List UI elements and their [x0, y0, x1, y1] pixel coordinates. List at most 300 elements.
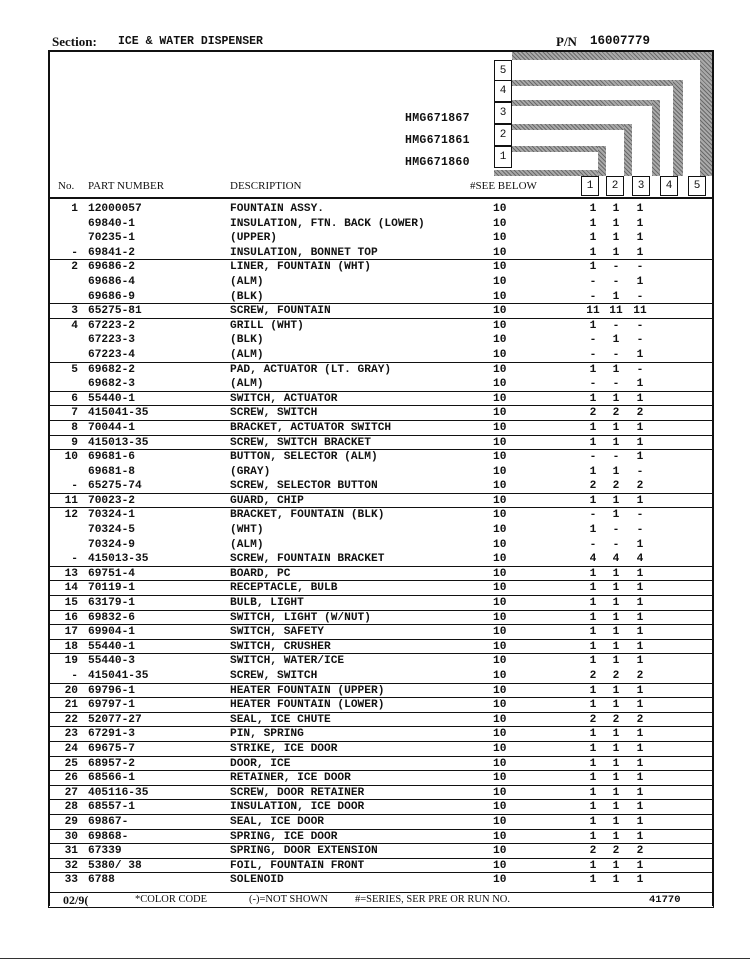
part-number: 70119-1: [88, 582, 135, 595]
qty-model-3: 1: [636, 757, 644, 770]
qty-model-3: 1: [636, 232, 644, 245]
qty-model-1: 1: [589, 261, 597, 274]
part-number: 12000057: [88, 203, 142, 215]
qty-model-1: 1: [589, 859, 597, 872]
qty-model-1: 1: [589, 232, 597, 245]
qty-model-3: 1: [636, 494, 644, 507]
see-below-code: 10: [493, 348, 507, 361]
see-below-code: 10: [493, 684, 507, 697]
item-number: -: [71, 246, 78, 259]
qty-model-2: 2: [612, 670, 620, 682]
see-below-code: 10: [493, 465, 507, 478]
section-value: ICE & WATER DISPENSER: [118, 35, 263, 48]
qty-model-2: 1: [612, 290, 620, 303]
col-header-model-3: 3: [632, 176, 650, 196]
see-below-code: 10: [493, 815, 507, 828]
shade-band-3: [512, 100, 660, 106]
part-number: 69868-: [88, 830, 129, 843]
qty-model-2: 1: [612, 684, 620, 697]
qty-model-2: 1: [612, 830, 620, 843]
item-number: 2: [71, 261, 78, 274]
part-description: (ALM): [230, 275, 264, 288]
part-number: 69796-1: [88, 684, 135, 697]
qty-model-1: 2: [589, 845, 597, 858]
table-row: [48, 815, 712, 830]
see-below-code: 10: [493, 378, 507, 391]
qty-model-2: 1: [612, 626, 620, 639]
item-number: 8: [71, 421, 78, 434]
part-description: (ALM): [230, 348, 264, 361]
qty-model-3: 1: [636, 874, 644, 887]
table-row: [48, 713, 712, 728]
qty-model-1: 1: [589, 246, 597, 259]
part-description: SCREW, FOUNTAIN: [230, 305, 331, 318]
table-row: [48, 552, 712, 567]
table-row: [48, 625, 712, 640]
part-description: SWITCH, CRUSHER: [230, 640, 331, 653]
qty-model-3: 2: [636, 713, 644, 726]
qty-model-3: -: [636, 524, 644, 537]
qty-model-1: 1: [589, 421, 597, 434]
table-row: [48, 800, 712, 815]
part-description: (ALM): [230, 378, 264, 391]
part-description: BUTTON, SELECTOR (ALM): [230, 451, 378, 464]
part-number: 68566-1: [88, 772, 135, 785]
qty-model-2: 1: [612, 815, 620, 828]
qty-model-2: -: [612, 275, 620, 288]
qty-model-2: 1: [612, 786, 620, 799]
table-row: [48, 290, 712, 305]
qty-model-3: -: [636, 319, 644, 332]
qty-model-2: -: [612, 451, 620, 464]
item-number: 20: [64, 684, 78, 697]
table-row: [48, 465, 712, 480]
qty-model-1: 1: [589, 217, 597, 230]
part-number: 55440-3: [88, 655, 135, 668]
part-number: 70324-1: [88, 509, 135, 522]
item-number: 22: [64, 713, 78, 726]
qty-model-1: 1: [589, 772, 597, 785]
qty-model-1: 1: [589, 436, 597, 449]
qty-model-3: 1: [636, 742, 644, 755]
part-description: RETAINER, ICE DOOR: [230, 772, 351, 785]
qty-model-2: 1: [612, 801, 620, 814]
qty-model-2: 1: [612, 742, 620, 755]
qty-model-3: 2: [636, 845, 644, 858]
part-description: SCREW, SELECTOR BUTTON: [230, 480, 378, 493]
qty-model-1: 1: [589, 699, 597, 712]
part-description: SWITCH, ACTUATOR: [230, 392, 338, 405]
see-below-code: 10: [493, 217, 507, 230]
qty-model-2: 4: [612, 553, 620, 566]
see-below-code: 10: [493, 611, 507, 624]
part-description: GRILL (WHT): [230, 319, 304, 332]
table-row: [48, 654, 712, 669]
qty-model-2: 2: [612, 480, 620, 493]
table-row: [48, 479, 712, 494]
model-number-box-3: 3: [494, 102, 512, 124]
qty-model-2: 1: [612, 567, 620, 580]
qty-model-2: 1: [612, 597, 620, 610]
table-row: [48, 392, 712, 407]
qty-model-2: -: [612, 319, 620, 332]
item-number: 16: [64, 611, 78, 624]
item-number: 31: [64, 845, 78, 858]
qty-model-1: -: [589, 275, 597, 288]
part-number: 69686-4: [88, 275, 135, 288]
qty-model-3: 1: [636, 421, 644, 434]
item-number: -: [71, 480, 78, 493]
qty-model-2: 1: [612, 203, 620, 215]
qty-model-1: 2: [589, 670, 597, 682]
see-below-code: 10: [493, 319, 507, 332]
part-description: DOOR, ICE: [230, 757, 291, 770]
qty-model-2: 1: [612, 232, 620, 245]
qty-model-3: 1: [636, 538, 644, 551]
qty-model-3: -: [636, 465, 644, 478]
qty-model-3: 1: [636, 582, 644, 595]
item-number: 5: [71, 363, 78, 376]
qty-model-2: 1: [612, 655, 620, 668]
qty-model-1: 1: [589, 494, 597, 507]
qty-model-3: -: [636, 261, 644, 274]
qty-model-1: 2: [589, 713, 597, 726]
part-description: INSULATION, ICE DOOR: [230, 801, 365, 814]
qty-model-2: 1: [612, 494, 620, 507]
qty-model-3: 1: [636, 378, 644, 391]
section-label: Section:: [52, 34, 97, 49]
item-number: 32: [64, 859, 78, 872]
qty-model-3: 2: [636, 480, 644, 493]
qty-model-1: 1: [589, 728, 597, 741]
part-number: 70044-1: [88, 421, 135, 434]
footer-series: #=SERIES, SER PRE OR RUN NO.: [355, 894, 510, 905]
pn-label: P/N: [556, 34, 577, 49]
table-row: [48, 508, 712, 523]
table-row: [48, 406, 712, 421]
see-below-code: 10: [493, 830, 507, 843]
part-number: 55440-1: [88, 640, 135, 653]
footer-page-code: 41770: [649, 894, 681, 906]
qty-model-1: 2: [589, 480, 597, 493]
part-description: SCREW, SWITCH: [230, 407, 318, 420]
part-number: 415041-35: [88, 407, 149, 420]
qty-model-1: 1: [589, 815, 597, 828]
item-number: 10: [64, 451, 78, 464]
item-number: 3: [71, 305, 78, 318]
page-header: [40, 32, 720, 50]
qty-model-1: 1: [589, 582, 597, 595]
see-below-code: 10: [493, 436, 507, 449]
part-description: INSULATION, BONNET TOP: [230, 246, 378, 259]
item-number: 6: [71, 392, 78, 405]
table-row: [48, 348, 712, 363]
qty-model-1: 1: [589, 392, 597, 405]
qty-model-3: -: [636, 290, 644, 303]
table-row: [48, 523, 712, 538]
shade-col-2: [624, 124, 632, 176]
item-number: 9: [71, 436, 78, 449]
qty-model-2: 1: [612, 699, 620, 712]
item-number: 7: [71, 407, 78, 420]
part-description: (WHT): [230, 524, 264, 537]
see-below-code: 10: [493, 640, 507, 653]
see-below-code: 10: [493, 407, 507, 420]
qty-model-1: 1: [589, 567, 597, 580]
see-below-code: 10: [493, 290, 507, 303]
see-below-code: 10: [493, 728, 507, 741]
col-header-model-5: 5: [688, 176, 706, 196]
qty-model-3: 1: [636, 772, 644, 785]
qty-model-1: -: [589, 451, 597, 464]
qty-model-3: 2: [636, 670, 644, 682]
item-number: 30: [64, 830, 78, 843]
table-row: [48, 436, 712, 451]
part-number: 63179-1: [88, 597, 135, 610]
part-description: INSULATION, FTN. BACK (LOWER): [230, 217, 425, 230]
qty-model-1: 11: [586, 305, 600, 318]
item-number: 23: [64, 728, 78, 741]
qty-model-2: 1: [612, 436, 620, 449]
qty-model-2: -: [612, 538, 620, 551]
qty-model-2: 1: [612, 363, 620, 376]
item-number: 12: [64, 509, 78, 522]
see-below-code: 10: [493, 305, 507, 318]
part-number: 68557-1: [88, 801, 135, 814]
see-below-code: 10: [493, 874, 507, 887]
see-below-code: 10: [493, 232, 507, 245]
qty-model-2: 1: [612, 421, 620, 434]
qty-model-2: 1: [612, 640, 620, 653]
see-below-code: 10: [493, 597, 507, 610]
legend-footer: [48, 892, 714, 908]
table-row: [48, 494, 712, 509]
col-header-part-number: PART NUMBER: [88, 180, 165, 192]
item-number: -: [71, 553, 78, 566]
item-number: 14: [64, 582, 78, 595]
qty-model-1: 1: [589, 786, 597, 799]
part-description: SEAL, ICE DOOR: [230, 815, 324, 828]
qty-model-2: 11: [609, 305, 623, 318]
item-number: 25: [64, 757, 78, 770]
qty-model-2: -: [612, 378, 620, 391]
qty-model-3: 1: [636, 217, 644, 230]
qty-model-3: 1: [636, 626, 644, 639]
part-number: 52077-27: [88, 713, 142, 726]
part-number: 69797-1: [88, 699, 135, 712]
table-row: [48, 611, 712, 626]
model-number-box-2: 2: [494, 124, 512, 146]
part-description: BOARD, PC: [230, 567, 291, 580]
col-header-description: DESCRIPTION: [230, 180, 302, 192]
qty-model-1: 1: [589, 684, 597, 697]
qty-model-3: -: [636, 334, 644, 347]
see-below-code: 10: [493, 261, 507, 274]
part-description: GUARD, CHIP: [230, 494, 304, 507]
part-description: (GRAY): [230, 465, 271, 478]
part-number: 69682-3: [88, 378, 135, 391]
table-row: [48, 231, 712, 246]
see-below-code: 10: [493, 480, 507, 493]
qty-model-1: 1: [589, 465, 597, 478]
part-description: BRACKET, FOUNTAIN (BLK): [230, 509, 385, 522]
col-header-model-2: 2: [606, 176, 624, 196]
item-number: 17: [64, 626, 78, 639]
qty-model-3: 1: [636, 611, 644, 624]
see-below-code: 10: [493, 655, 507, 668]
qty-model-3: 2: [636, 407, 644, 420]
part-number: 69682-2: [88, 363, 135, 376]
col-header-model-1: 1: [581, 176, 599, 196]
part-number: 69867-: [88, 815, 129, 828]
qty-model-3: 1: [636, 567, 644, 580]
model-number-box-4: 4: [494, 80, 512, 102]
qty-model-3: 1: [636, 859, 644, 872]
see-below-code: 10: [493, 670, 507, 682]
see-below-code: 10: [493, 757, 507, 770]
qty-model-2: 1: [612, 582, 620, 595]
see-below-code: 10: [493, 553, 507, 566]
qty-model-3: 1: [636, 275, 644, 288]
qty-model-1: -: [589, 538, 597, 551]
qty-model-2: 1: [612, 334, 620, 347]
part-number: 67223-4: [88, 348, 135, 361]
part-number: 70324-5: [88, 524, 135, 537]
qty-model-3: 1: [636, 728, 644, 741]
qty-model-1: 4: [589, 553, 597, 566]
see-below-code: 10: [493, 509, 507, 522]
part-number: 55440-1: [88, 392, 135, 405]
see-below-code: 10: [493, 786, 507, 799]
qty-model-3: 1: [636, 801, 644, 814]
part-number: 69681-8: [88, 465, 135, 478]
part-number: 70023-2: [88, 494, 135, 507]
see-below-code: 10: [493, 713, 507, 726]
shade-col-4: [673, 80, 683, 176]
see-below-code: 10: [493, 246, 507, 259]
qty-model-1: -: [589, 509, 597, 522]
qty-model-1: -: [589, 290, 597, 303]
table-row: [48, 873, 712, 888]
part-description: SCREW, FOUNTAIN BRACKET: [230, 553, 385, 566]
part-description: SWITCH, WATER/ICE: [230, 655, 345, 668]
part-description: RECEPTACLE, BULB: [230, 582, 338, 595]
see-below-code: 10: [493, 859, 507, 872]
qty-model-2: 1: [612, 772, 620, 785]
qty-model-2: 1: [612, 728, 620, 741]
qty-model-1: -: [589, 334, 597, 347]
part-description: PAD, ACTUATOR (LT. GRAY): [230, 363, 392, 376]
part-description: SOLENOID: [230, 874, 284, 887]
part-number: 65275-74: [88, 480, 142, 493]
col-header-see-below: #SEE BELOW: [470, 180, 537, 192]
table-row: [48, 669, 712, 684]
page-bottom-rule: [0, 958, 750, 959]
qty-model-2: 1: [612, 246, 620, 259]
part-number: 69675-7: [88, 742, 135, 755]
part-description: SCREW, SWITCH: [230, 670, 318, 682]
qty-model-3: 1: [636, 597, 644, 610]
part-number: 405116-35: [88, 786, 149, 799]
qty-model-3: 1: [636, 684, 644, 697]
table-row: [48, 581, 712, 596]
table-row: [48, 844, 712, 859]
see-below-code: 10: [493, 203, 507, 215]
part-description: STRIKE, ICE DOOR: [230, 742, 338, 755]
pn-value: 16007779: [590, 34, 651, 48]
qty-model-2: -: [612, 348, 620, 361]
qty-model-1: 1: [589, 626, 597, 639]
qty-model-3: 1: [636, 830, 644, 843]
part-number: 415041-35: [88, 670, 149, 682]
see-below-code: 10: [493, 334, 507, 347]
part-description: BRACKET, ACTUATOR SWITCH: [230, 421, 392, 434]
table-row: [48, 275, 712, 290]
table-row: [48, 596, 712, 611]
see-below-code: 10: [493, 772, 507, 785]
part-number: 69751-4: [88, 567, 135, 580]
part-number: 69686-2: [88, 261, 135, 274]
qty-model-3: 1: [636, 699, 644, 712]
part-description: FOUNTAIN ASSY.: [230, 203, 324, 215]
see-below-code: 10: [493, 699, 507, 712]
qty-model-2: 1: [612, 217, 620, 230]
parts-table: [48, 202, 712, 888]
qty-model-3: 1: [636, 246, 644, 259]
qty-model-1: 1: [589, 742, 597, 755]
see-below-code: 10: [493, 801, 507, 814]
table-row: [48, 742, 712, 757]
part-description: SPRING, ICE DOOR: [230, 830, 338, 843]
shade-band-5: [512, 52, 712, 60]
qty-model-2: 2: [612, 713, 620, 726]
item-number: 1: [71, 203, 78, 215]
part-description: SCREW, DOOR RETAINER: [230, 786, 365, 799]
qty-model-1: 1: [589, 801, 597, 814]
table-row: [48, 567, 712, 582]
qty-model-2: 1: [612, 757, 620, 770]
qty-model-3: 11: [633, 305, 647, 318]
part-number: 67291-3: [88, 728, 135, 741]
see-below-code: 10: [493, 626, 507, 639]
item-number: 27: [64, 786, 78, 799]
qty-model-1: 1: [589, 830, 597, 843]
part-number: 69841-2: [88, 246, 135, 259]
see-below-code: 10: [493, 392, 507, 405]
item-number: 33: [64, 874, 78, 887]
qty-model-3: -: [636, 509, 644, 522]
shade-band-1: [512, 146, 606, 152]
footer-not-shown: (-)=NOT SHOWN: [249, 894, 328, 905]
part-number: 69832-6: [88, 611, 135, 624]
qty-model-1: 2: [589, 407, 597, 420]
shade-col-5: [700, 52, 712, 176]
part-description: SCREW, SWITCH BRACKET: [230, 436, 371, 449]
table-row: [48, 377, 712, 392]
table-row: [48, 727, 712, 742]
col-header-model-4: 4: [660, 176, 678, 196]
table-row: [48, 684, 712, 699]
part-number: 69681-6: [88, 451, 135, 464]
part-number: 67339: [88, 845, 122, 858]
part-number: 6788: [88, 874, 115, 887]
qty-model-2: 2: [612, 845, 620, 858]
qty-model-3: 1: [636, 786, 644, 799]
part-number: 5380/ 38: [88, 859, 142, 872]
qty-model-3: 1: [636, 392, 644, 405]
part-description: FOIL, FOUNTAIN FRONT: [230, 859, 365, 872]
shade-band-4: [512, 80, 680, 86]
